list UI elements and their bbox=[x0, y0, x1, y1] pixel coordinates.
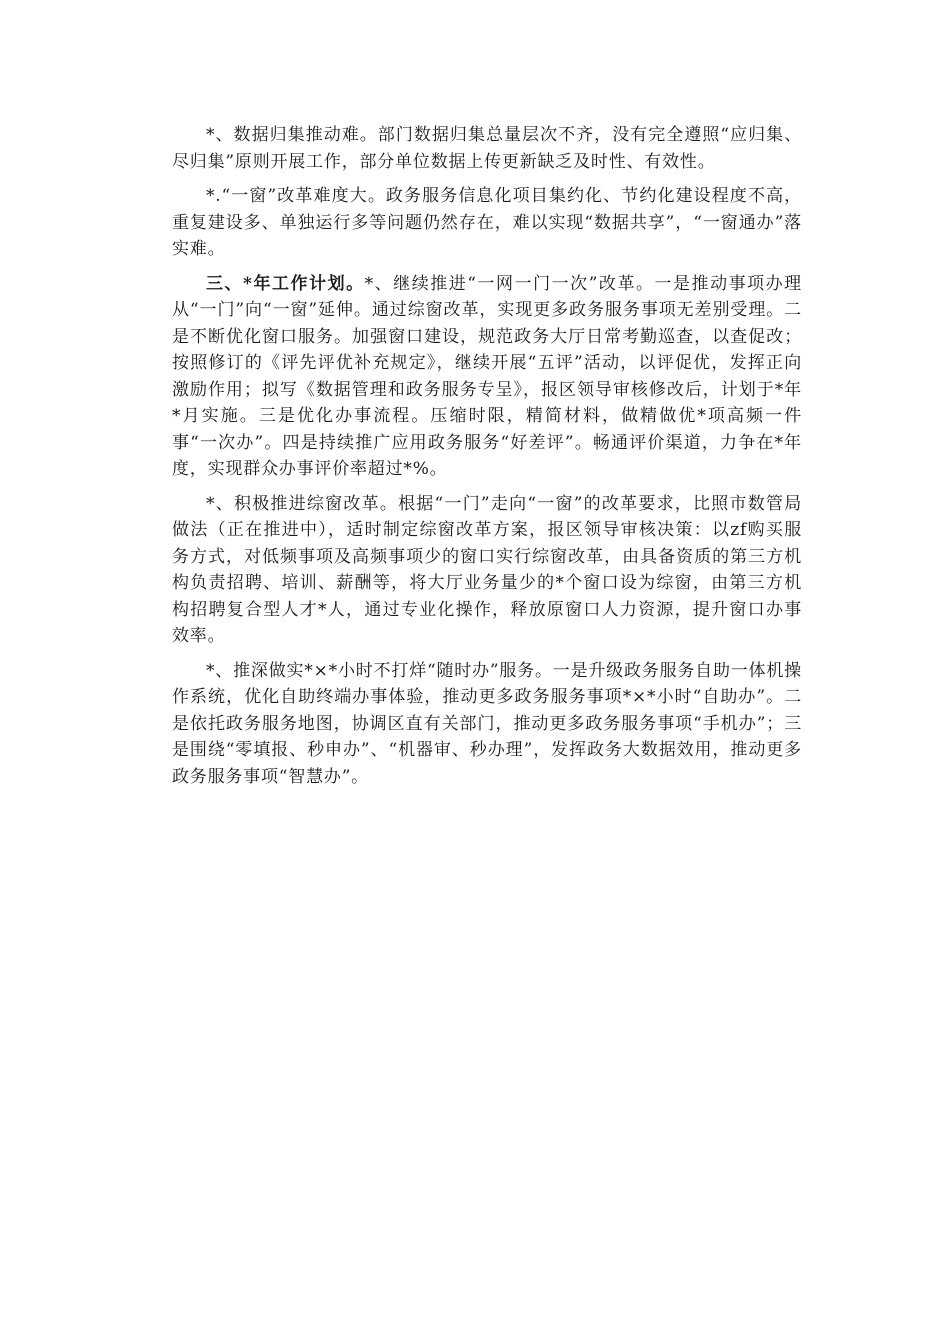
paragraph-text: *、数据归集推动难。部门数据归集总量层次不齐，没有完全遵照“应归集、尽归集”原则开展工作，部分单位数据上传更新缺乏及时性、有效性。 bbox=[172, 125, 802, 172]
paragraph-work-plan bbox=[172, 271, 802, 483]
paragraph-text: *、继续推进“一网一门一次”改革。一是推动事项办理从“一门”向“一窗”延伸。通过综窗改革，实现更多政务服务事项无差别受理。二是不断优化窗口服务。加强窗口建设，规范政务大厅日常考勤巡查，以查促改；按照修订的《评先评优补充规定》，继续开展“五评”活动，以评促优，发挥正向激励作用；拟写《数据管理和政务服务专呈》，报区领导审核修改后，计划于*年*月实施。三是优化办事流程。压缩时限，精简材料，做精做优*项高频一件事“一次办”。四是持续推广应用政务服务“好差评”。畅通评价渠道，力争在*年度，实现群众办事评价率超过*%。 bbox=[172, 273, 802, 479]
document-body bbox=[172, 122, 802, 798]
paragraph-one-window-reform bbox=[172, 183, 802, 263]
paragraph-comprehensive-window bbox=[172, 491, 802, 650]
paragraph-text: *、推深做实*×*小时不打烊“随时办”服务。一是升级政务服务自助一体机操作系统，优化自助终端办事体验，推动更多政务服务事项*×*小时“自助办”。二是依托政务服务地图，协调区直有关部门，推动更多政务服务事项“手机办”；三是围绕“零填报、秒申办”、“机器审、秒办理”，发挥政务大数据效用，推动更多政务服务事项“智慧办”。 bbox=[172, 660, 802, 787]
section-heading: 三、*年工作计划。 bbox=[206, 273, 365, 294]
paragraph-text: *、积极推进综窗改革。根据“一门”走向“一窗”的改革要求，比照市数管局做法（正在推进中），适时制定综窗改革方案，报区领导审核决策：以zf购买服务方式，对低频事项及高频事项少的窗口实行综窗改革，由具备资质的第三方机构负责招聘、培训、薪酬等，将大厅业务量少的*个窗口设为综窗，由第三方机构招聘复合型人才*人，通过专业化操作，释放原窗口人力资源，提升窗口办事效率。 bbox=[172, 493, 802, 646]
paragraph-anytime-service bbox=[172, 658, 802, 791]
paragraph-text: *.“一窗”改革难度大。政务服务信息化项目集约化、节约化建设程度不高，重复建设多、单独运行多等问题仍然存在，难以实现“数据共享”，“一窗通办”落实难。 bbox=[172, 186, 802, 259]
paragraph-data-collection bbox=[172, 122, 802, 175]
